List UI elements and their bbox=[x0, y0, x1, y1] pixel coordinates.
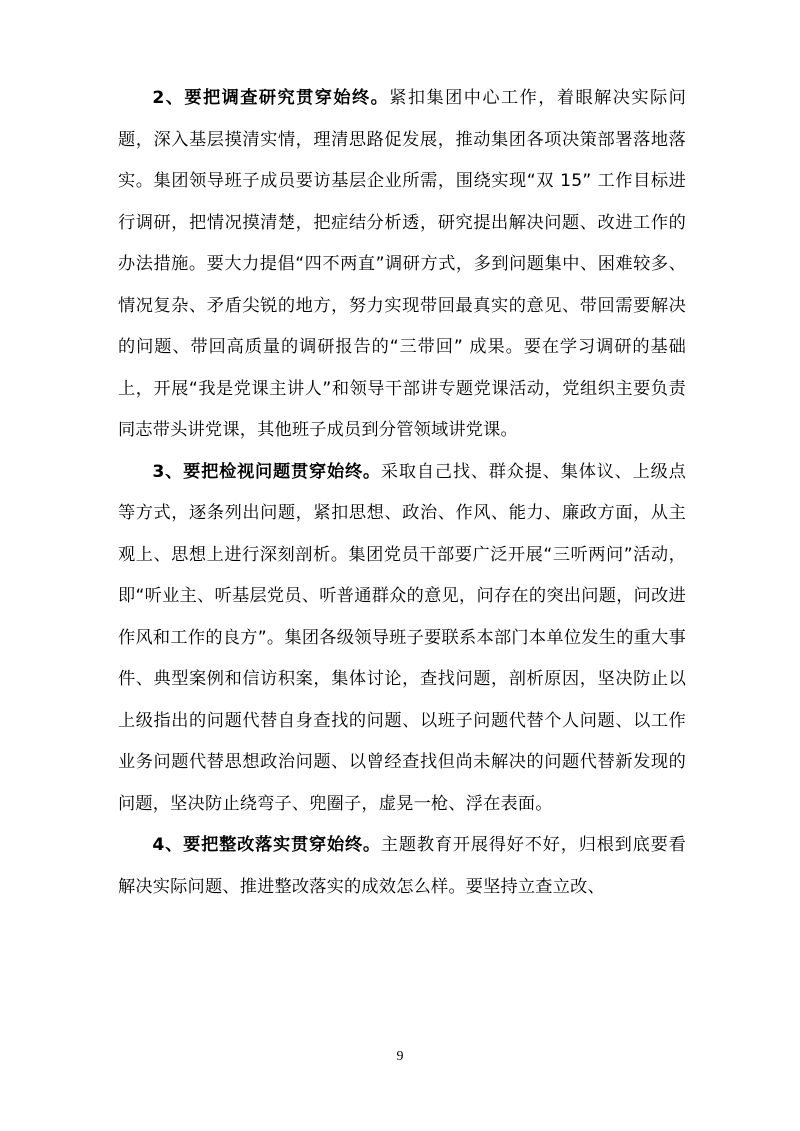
paragraph-2-body: 紧扣集团中心工作，着眼解决实际问题，深入基层摸清实情，理清思路促发展，推动集团各项决策部署落地落实。集团领导班子成员要访基层企业所需，围绕实现“双 15” 工作目标进行调研，把情况摸清楚，把症结分析透，研究提出解决问题、改进工作的办法措施。要大力提倡“四不两直”调研方式，多到问题集中、困难较多、情况复杂、矛盾尖锐的地方，努力实现带回最真实的意见、带回需要解决的问题、带回高质量的调研报告的“三带回” 成果。要在学习调研的基础上，开展“我是党课主讲人”和领导干部讲专题党课活动，党组织主要负责同志带头讲党课，其他班子成员到分管领域讲党课。 bbox=[118, 88, 686, 440]
page-number: 9 bbox=[396, 1049, 404, 1064]
paragraph-3 bbox=[118, 452, 686, 826]
paragraph-4-heading: 4、要把整改落实贯穿始终。 bbox=[152, 835, 381, 855]
paragraph-2-heading: 2、要把调查研究贯穿始终。 bbox=[152, 88, 390, 108]
paragraph-4-body: 主题教育开展得好不好，归根到底要看解决实际问题、推进整改落实的成效怎么样。要坚持立查立改、 bbox=[118, 835, 687, 897]
paragraph-4 bbox=[118, 825, 686, 908]
page-content bbox=[118, 78, 686, 908]
paragraph-3-heading: 3、要把检视问题贯穿始终。 bbox=[152, 461, 381, 482]
paragraph-2 bbox=[118, 78, 686, 452]
paragraph-3-body: 采取自己找、群众提、集体议、上级点等方式，逐条列出问题，紧扣思想、政治、作风、能力、廉政方面，从主观上、思想上进行深刻剖析。集团党员干部要广泛开展“三听两问”活动，即“听业主、听基层党员、听普通群众的意见，问存在的突出问题，问改进作风和工作的良方”。集团各级领导班子要联系本部门本单位发生的重大事件、典型案例和信访积案，集体讨论，查找问题，剖析原因，坚决防止以上级指出的问题代替自身查找的问题、以班子问题代替个人问题、以工作业务问题代替思想政治问题、以曾经查找但尚未解决的问题代替新发现的问题，坚决防止绕弯子、兜圈子，虚晃一枪、浮在表面。 bbox=[118, 461, 687, 814]
